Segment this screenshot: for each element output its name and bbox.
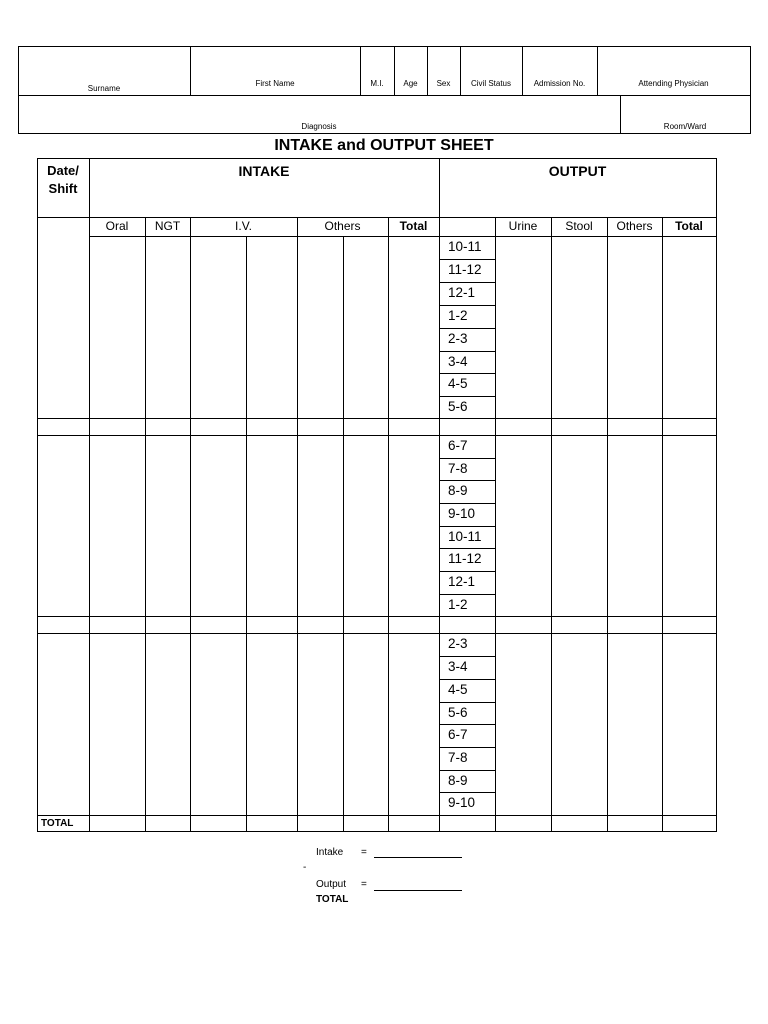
mi-label: M.I. bbox=[370, 79, 384, 88]
summary-total-label: TOTAL bbox=[316, 894, 349, 905]
summary-output-label: Output bbox=[316, 879, 347, 890]
civil-status-label: Civil Status bbox=[470, 79, 511, 88]
intake-header: INTAKE bbox=[238, 163, 290, 179]
room-ward-label: Room/Ward bbox=[663, 122, 707, 131]
col-stool: Stool bbox=[565, 219, 593, 233]
time-slot: 11-12 bbox=[448, 551, 482, 566]
admission-no-label: Admission No. bbox=[533, 79, 586, 88]
time-slot: 9-10 bbox=[448, 795, 476, 810]
time-slot: 5-6 bbox=[448, 399, 468, 414]
time-slot: 11-12 bbox=[448, 262, 482, 277]
col-output-total: Total bbox=[675, 219, 703, 233]
col-oral: Oral bbox=[105, 219, 129, 233]
summary-intake-equals: = bbox=[361, 847, 367, 858]
time-slot: 8-9 bbox=[448, 773, 468, 788]
surname-label: Surname bbox=[87, 84, 121, 93]
date-shift-label-line2: Shift bbox=[48, 181, 78, 196]
date-shift-label-line1: Date/ bbox=[47, 163, 79, 178]
time-slot: 3-4 bbox=[448, 354, 468, 369]
col-intake-total: Total bbox=[399, 219, 428, 233]
time-slot: 6-7 bbox=[448, 438, 468, 453]
first-name-label: First Name bbox=[255, 79, 295, 88]
time-slot: 9-10 bbox=[448, 506, 476, 521]
summary-minus: - bbox=[303, 862, 307, 873]
age-label: Age bbox=[403, 79, 418, 88]
time-slot: 5-6 bbox=[448, 705, 468, 720]
col-urine: Urine bbox=[508, 219, 538, 233]
time-slot: 8-9 bbox=[448, 483, 468, 498]
time-slot: 12-1 bbox=[448, 285, 476, 300]
time-slot: 12-1 bbox=[448, 574, 476, 589]
time-slot: 10-11 bbox=[448, 529, 482, 544]
attending-physician-label: Attending Physician bbox=[638, 79, 709, 88]
time-slot: 3-4 bbox=[448, 659, 468, 674]
summary-intake-label: Intake bbox=[316, 847, 344, 858]
intake-blank-line[interactable] bbox=[374, 857, 462, 858]
time-slot: 6-7 bbox=[448, 727, 468, 742]
time-slot: 4-5 bbox=[448, 376, 468, 391]
col-ngt: NGT bbox=[154, 219, 181, 233]
time-slot: 10-11 bbox=[448, 239, 482, 254]
time-slot: 4-5 bbox=[448, 682, 468, 697]
summary-output-equals: = bbox=[361, 879, 367, 890]
time-slot: 7-8 bbox=[448, 750, 468, 765]
output-header: OUTPUT bbox=[548, 163, 607, 179]
sex-label: Sex bbox=[436, 79, 451, 88]
time-slot: 2-3 bbox=[448, 636, 468, 651]
total-row-label: TOTAL bbox=[41, 818, 74, 829]
time-slot: 1-2 bbox=[448, 308, 468, 323]
col-output-others: Others bbox=[616, 219, 653, 233]
page-title: INTAKE and OUTPUT SHEET bbox=[274, 137, 494, 154]
col-iv: I.V. bbox=[235, 219, 252, 233]
time-slot: 2-3 bbox=[448, 331, 468, 346]
time-slot: 7-8 bbox=[448, 461, 468, 476]
time-slot: 1-2 bbox=[448, 597, 468, 612]
col-intake-others: Others bbox=[324, 219, 361, 233]
output-blank-line[interactable] bbox=[374, 890, 462, 891]
diagnosis-label: Diagnosis bbox=[301, 122, 337, 131]
